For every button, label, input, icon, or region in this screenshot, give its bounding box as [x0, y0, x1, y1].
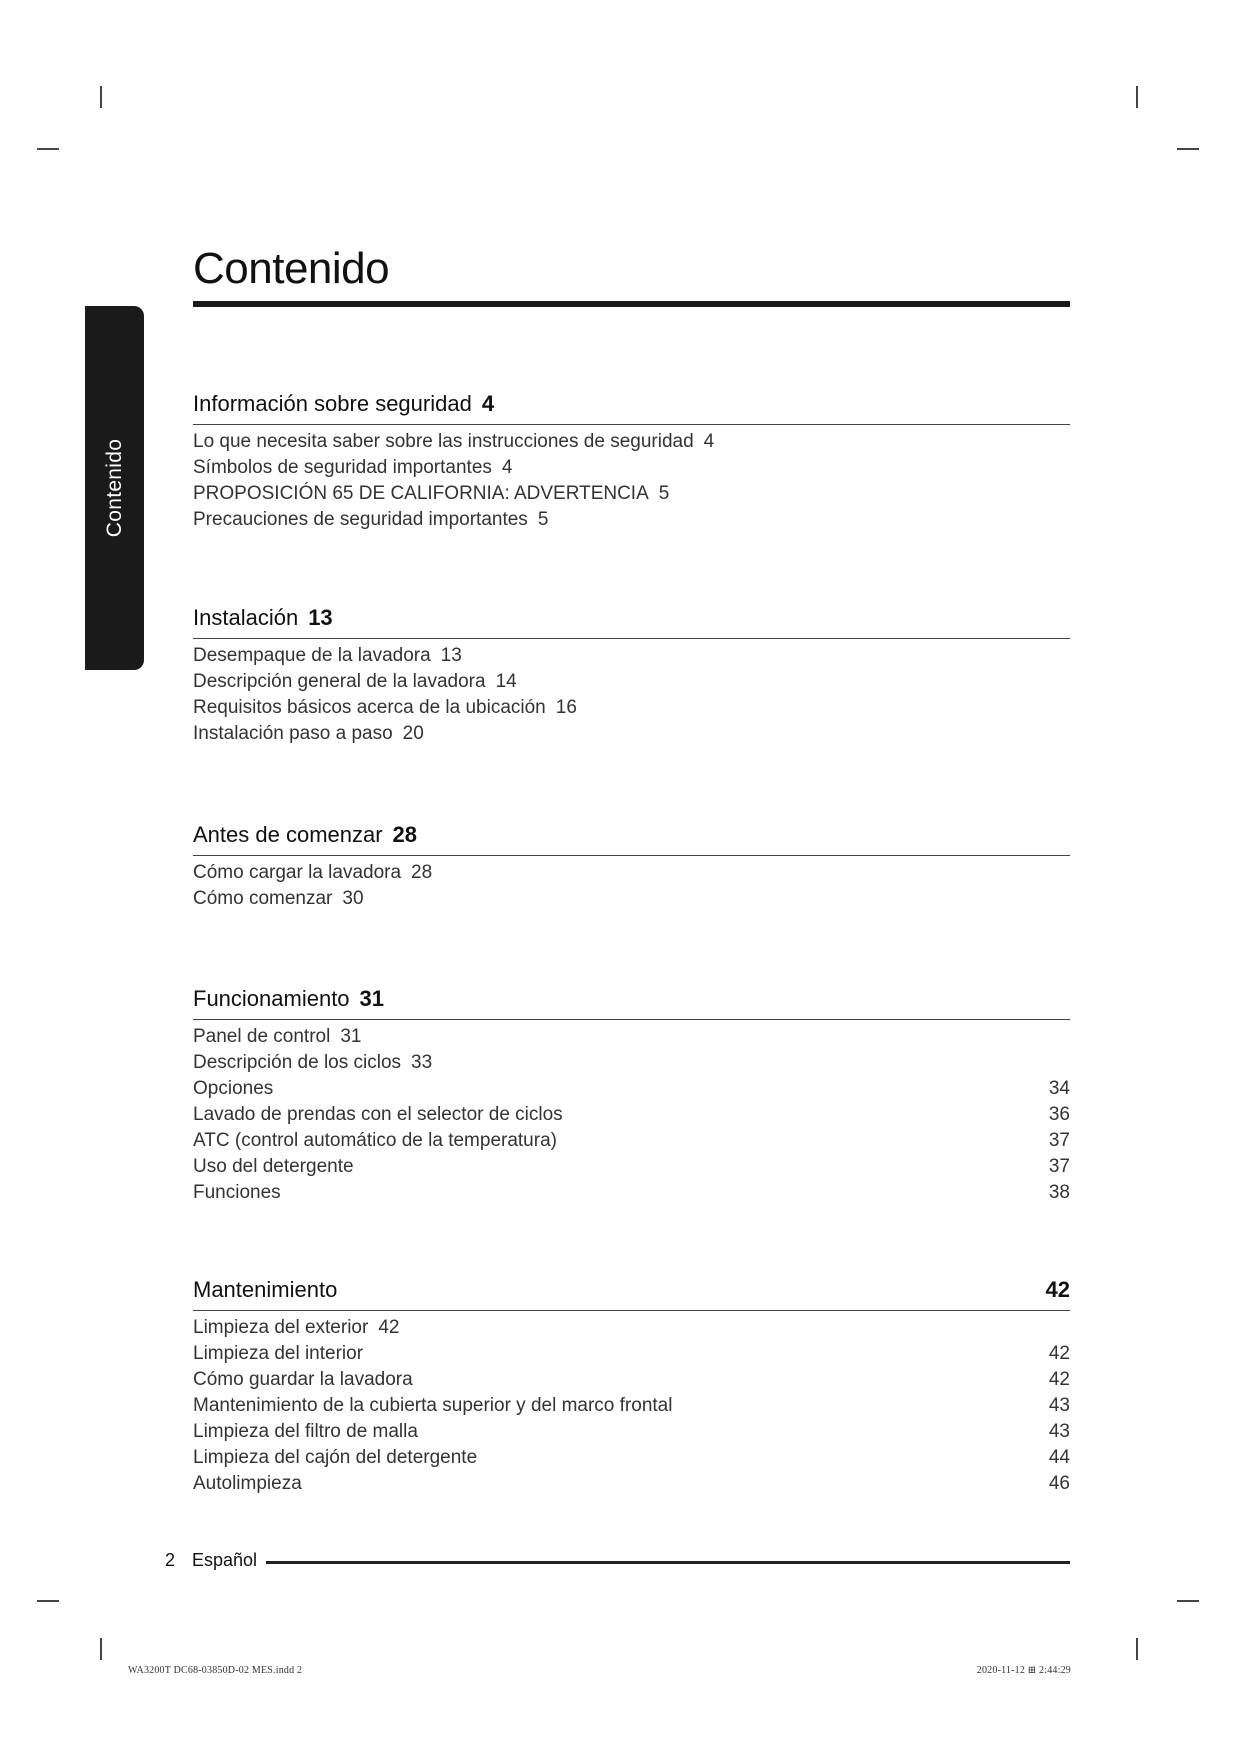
entry-page: 31: [340, 1026, 362, 1047]
toc-entries: [193, 643, 1070, 747]
entry-page: 33: [411, 1052, 433, 1073]
toc-entry[interactable]: Cómo guardar la lavadora 42: [193, 1367, 1070, 1393]
toc-entry[interactable]: Requisitos básicos acerca de la ubicación 16: [193, 697, 577, 718]
toc-entry[interactable]: Cómo cargar la lavadora 28: [193, 862, 433, 883]
section-page: 13: [308, 605, 333, 630]
page-title: Contenido: [193, 244, 390, 293]
entry-page: 28: [411, 862, 433, 883]
entry-page: 37: [1048, 1156, 1070, 1177]
entry-page: 16: [555, 697, 577, 718]
entry-page: 36: [1048, 1104, 1070, 1125]
toc-section: [193, 815, 1070, 912]
entry-page: 46: [1048, 1473, 1070, 1494]
section-heading[interactable]: [193, 384, 1070, 425]
section-title: Antes de comenzar 28: [193, 822, 418, 847]
side-tab: [85, 306, 144, 670]
print-slug-right: 2020-11-12 ⊞ 2:44:29: [976, 1665, 1071, 1676]
page-number: 2: [165, 1550, 176, 1570]
toc-entry[interactable]: Uso del detergente 37: [193, 1154, 1070, 1180]
crop-mark: [1177, 1600, 1199, 1602]
section-page: 28: [392, 822, 418, 847]
toc-entry[interactable]: Panel de control 31: [193, 1026, 362, 1047]
toc-entry[interactable]: Limpieza del interior 42: [193, 1341, 1070, 1367]
section-page: 31: [359, 986, 385, 1011]
toc-entry[interactable]: Símbolos de seguridad importantes 4: [193, 457, 513, 478]
toc-entry[interactable]: Mantenimiento de la cubierta superior y del marco frontal 43: [193, 1393, 1070, 1419]
toc-entries: [193, 1024, 1070, 1206]
crop-mark: [1136, 86, 1138, 108]
section-heading[interactable]: [193, 815, 1070, 856]
print-slug-left: WA3200T DC68-03850D-02 MES.indd 2: [128, 1665, 303, 1676]
section-heading[interactable]: [193, 598, 1070, 639]
crop-mark: [37, 1600, 59, 1602]
entry-page: 5: [537, 509, 549, 530]
toc-entry[interactable]: Desempaque de la lavadora 13: [193, 645, 462, 666]
entry-page: 20: [402, 723, 424, 744]
toc-entry[interactable]: Lo que necesita saber sobre las instrucciones de seguridad 4: [193, 431, 715, 452]
section-page: 4: [481, 391, 495, 416]
entry-page: 42: [1048, 1343, 1070, 1364]
section-title: Información sobre seguridad 4: [193, 391, 495, 416]
entry-page: 4: [703, 431, 715, 452]
section-title: Funcionamiento 31: [193, 986, 385, 1011]
entry-page: 43: [1048, 1395, 1070, 1416]
toc-entry[interactable]: Descripción de los ciclos 33: [193, 1052, 433, 1073]
entry-page: 30: [342, 888, 364, 909]
section-title: Mantenimiento: [193, 1277, 338, 1302]
toc-entry[interactable]: PROPOSICIÓN 65 DE CALIFORNIA: ADVERTENCIA 5: [193, 483, 670, 504]
crop-mark: [100, 86, 102, 108]
section-page: 42: [1045, 1277, 1070, 1302]
entry-page: 43: [1048, 1421, 1070, 1442]
toc-section: [193, 598, 1070, 747]
toc-entry[interactable]: Limpieza del exterior 42: [193, 1317, 400, 1338]
toc-entry[interactable]: Cómo comenzar 30: [193, 888, 364, 909]
toc-entry[interactable]: Autolimpieza 46: [193, 1471, 1070, 1497]
entry-page: 42: [1048, 1369, 1070, 1390]
toc-section: [193, 979, 1070, 1206]
toc-entries: [193, 1315, 1070, 1497]
toc-entry[interactable]: Precauciones de seguridad importantes 5: [193, 509, 549, 530]
toc-entry[interactable]: Limpieza del filtro de malla 43: [193, 1419, 1070, 1445]
entry-page: 38: [1048, 1182, 1070, 1203]
toc-section: [193, 1270, 1070, 1497]
section-heading[interactable]: [193, 1270, 1070, 1311]
entry-page: 13: [440, 645, 462, 666]
entry-page: 34: [1048, 1078, 1070, 1099]
page-footer: [165, 1548, 1070, 1576]
toc-entry[interactable]: Lavado de prendas con el selector de ciclos 36: [193, 1102, 1070, 1128]
toc-entry[interactable]: Descripción general de la lavadora 14: [193, 671, 517, 692]
side-tab-label: Contenido: [102, 438, 126, 538]
toc-entry[interactable]: Instalación paso a paso 20: [193, 723, 424, 744]
crop-mark: [37, 148, 59, 150]
toc-entry[interactable]: Opciones 34: [193, 1076, 1070, 1102]
footer-rule: [266, 1561, 1070, 1564]
crop-mark: [1136, 1638, 1138, 1660]
entry-page: 42: [378, 1317, 400, 1338]
section-heading[interactable]: [193, 979, 1070, 1020]
entry-page: 5: [658, 483, 670, 504]
entry-page: 44: [1048, 1447, 1070, 1468]
crop-mark: [1177, 148, 1199, 150]
toc-entry[interactable]: Limpieza del cajón del detergente 44: [193, 1445, 1070, 1471]
toc-entry[interactable]: ATC (control automático de la temperatura) 37: [193, 1128, 1070, 1154]
entry-page: 14: [495, 671, 517, 692]
toc-entry[interactable]: Funciones 38: [193, 1180, 1070, 1206]
entry-page: 37: [1048, 1130, 1070, 1151]
footer-language: Español: [192, 1550, 258, 1570]
crop-mark: [100, 1638, 102, 1660]
toc-entries: [193, 860, 1070, 912]
toc-entries: [193, 429, 1070, 533]
entry-page: 4: [501, 457, 513, 478]
title-rule: [193, 301, 1070, 307]
toc-section: [193, 384, 1070, 533]
section-title: Instalación 13: [193, 605, 333, 630]
